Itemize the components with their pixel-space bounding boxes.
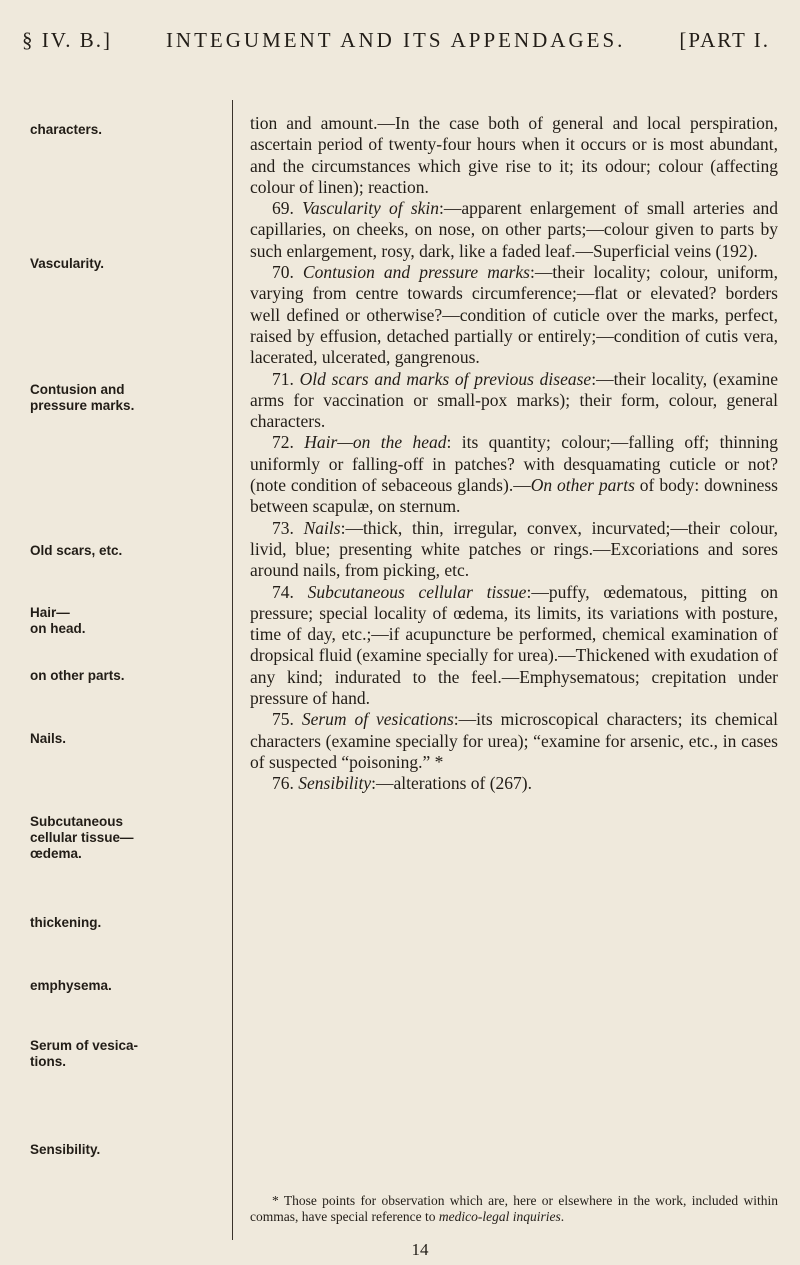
margin-note-pressure-marks: pressure marks.	[30, 398, 135, 413]
main-text	[250, 113, 778, 795]
paragraph-75: 75. Serum of vesications:—its microscopical characters; its chemical characters (examine specially for urea); “examine for arsenic, etc., in cases of suspected “poisoning.” *	[250, 709, 778, 772]
margin-note-emphysema: emphysema.	[30, 978, 112, 993]
margin-note-nails: Nails.	[30, 731, 67, 746]
paragraph-76: 76. Sensibility:—alterations of (267).	[272, 773, 533, 794]
heading-vascularity: Vascularity of skin	[302, 198, 440, 219]
heading-nails: Nails	[303, 517, 341, 538]
heading-old-scars: Old scars and marks of previous disease	[299, 368, 592, 389]
margin-note-vesications: tions.	[30, 1054, 66, 1069]
heading-serum: Serum of vesications	[301, 709, 454, 730]
heading-sensibility: Sensibility	[298, 773, 372, 794]
margin-note-other-parts: on other parts.	[30, 668, 125, 683]
paragraph-68-continued: tion and amount.—In the case both of general and local perspiration, ascertain period of twenty-four hours when it occurs or is most abundant, and the circumstances which give rise to it; its odour; colour (affecting colour of linen); reaction.	[250, 113, 778, 197]
column-rule	[232, 100, 233, 1240]
page-number: 14	[411, 1240, 429, 1259]
header-section: § IV. B.]	[22, 28, 112, 52]
paragraph-73: 73. Nails:—thick, thin, irregular, convex, incurvated;—their colour, livid, blue; presenting white patches or rings.—Excoriations and sores around nails, from picking, etc.	[250, 517, 779, 581]
margin-note-cellular-tissue: cellular tissue—	[30, 830, 134, 845]
margin-note-on-head: on head.	[30, 621, 86, 636]
header-title: INTEGUMENT AND ITS APPENDAGES.	[165, 28, 626, 52]
margin-note-oedema: œdema.	[30, 846, 82, 861]
paragraph-71: 71. Old scars and marks of previous disease:—their locality, (examine arms for vaccination or small-pox marks); their form, colour, general characters.	[250, 368, 778, 432]
paragraph-72: 72. Hair—on the head: its quantity; colour;—falling off; thinning uniformly or falling-off in patches? with desquamating cuticle or not? (note condition of sebaceous glands).—On other parts of body: downiness between scapulæ, on sternum.	[250, 432, 779, 517]
paragraph-74: 74. Subcutaneous cellular tissue:—puffy, œdematous, pitting on pressure; special locality of œdema, its limits, its variations with posture, time of day, etc.;—if acupuncture be performed, chemical examination of dropsical fluid (examine specially for urea).—Thickened with exudation of any kind; indurated to the feel.—Emphysematous; crepitation under pressure of hand.	[250, 581, 778, 709]
running-header	[22, 28, 770, 53]
footnote-italic: medico-legal inquiries	[438, 1208, 561, 1224]
margin-note-sensibility: Sensibility.	[30, 1142, 101, 1157]
heading-contusion: Contusion and pressure marks	[302, 262, 530, 283]
paragraph-69: 69. Vascularity of skin:—apparent enlargement of small arteries and capillaries, on cheeks, on nose, on other parts;—colour given to parts by such enlargement, rosy, dark, like a faded leaf.—Superficial veins (192).	[250, 198, 779, 261]
margin-note-hair: Hair—	[30, 605, 70, 620]
heading-hair: Hair—on the head	[304, 432, 447, 453]
margin-note-contusion: Contusion and	[30, 382, 125, 397]
header-part: [PART I.	[679, 28, 770, 52]
margin-note-characters: characters.	[30, 122, 103, 137]
footnote: * Those points for observation which are, here or elsewhere in the work, included within commas, have special reference to medico-legal inquiries.	[250, 1193, 778, 1224]
margin-note-thickening: thickening.	[30, 915, 102, 930]
margin-note-subcutaneous: Subcutaneous	[30, 814, 124, 829]
margin-note-old-scars: Old scars, etc.	[30, 543, 123, 558]
heading-other-parts: On other parts	[530, 475, 635, 496]
margin-note-vascularity: Vascularity.	[30, 256, 105, 271]
margin-note-serum: Serum of vesica-	[30, 1038, 139, 1053]
heading-subcutaneous: Subcutaneous cellular tissue	[307, 581, 527, 602]
paragraph-70: 70. Contusion and pressure marks:—their locality; colour, uniform, varying from centre towards circumference;—flat or elevated? borders well defined or otherwise?—condition of cuticle over the marks, perfect, raised by effusion, detached partially or entirely;—condition of cutis vera, lacerated, ulcerated, gangrenous.	[250, 262, 778, 368]
